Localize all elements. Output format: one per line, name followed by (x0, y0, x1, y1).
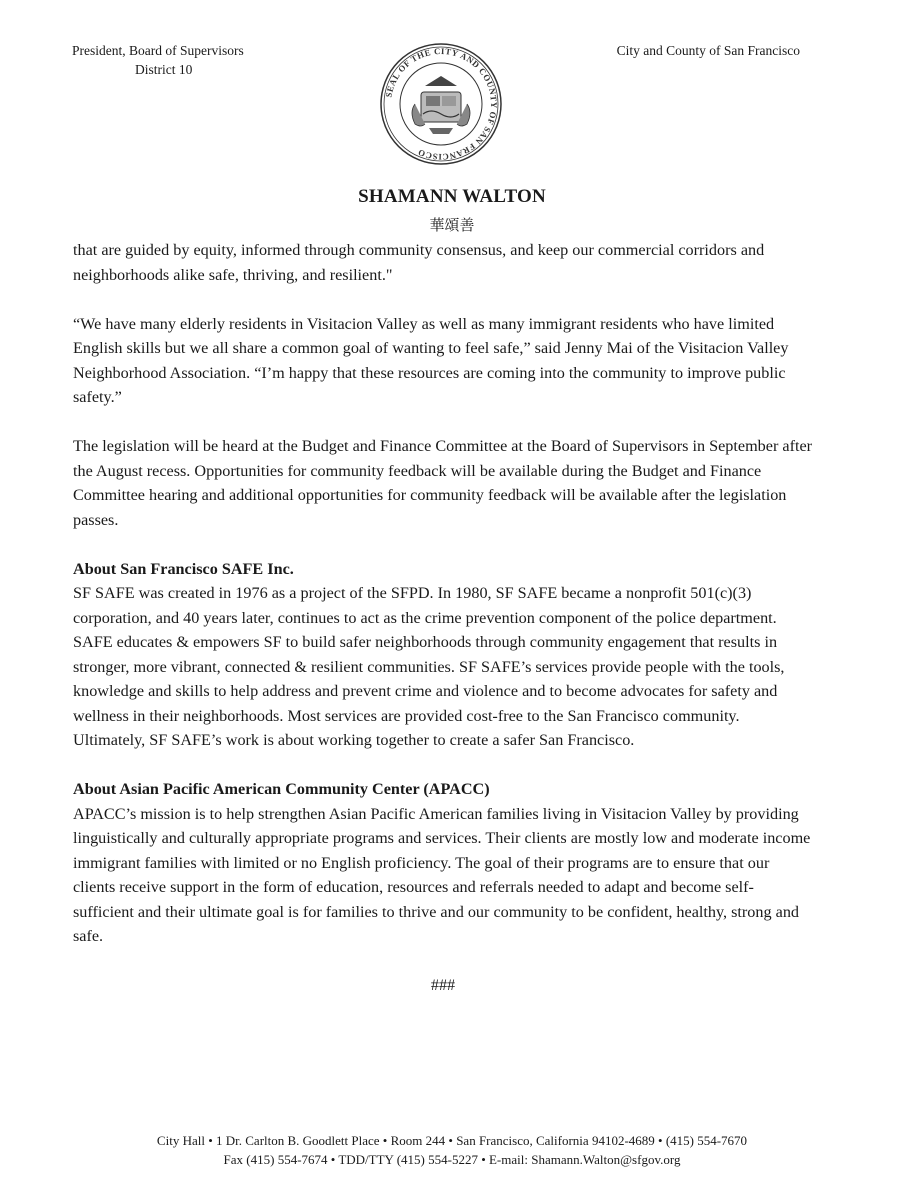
paragraph-1: that are guided by equity, informed through community consensus, and keep our commercial corridors and neighborhoods alike safe, thriving, and resilient." (73, 241, 765, 284)
header-left (72, 41, 244, 79)
header-right: City and County of San Francisco (616, 43, 800, 58)
section-text-apacc: APACC’s mission is to help strengthen Asian Pacific American families living in Visitacion Valley by providing linguistically and culturally appropriate programs and services. Their clients are mostly low and moderate income immigrant families with limited or no English proficiency. The goal of their programs are to ensure that our clients receive support in the form of education, resources and referrals needed to adapt and become self-sufficient and their ultimate goal is for families to thrive and our community to be confident, healthy, strong and safe. (73, 804, 811, 945)
title-line: President, Board of Supervisors (72, 43, 244, 58)
footer-address: City Hall • 1 Dr. Carlton B. Goodlett Place • Room 244 • San Francisco, California 94102-4689 • (415) 554-7670 (156, 1133, 748, 1148)
section-heading-safe: About San Francisco SAFE Inc. (73, 559, 294, 578)
paragraph-legislation: The legislation will be heard at the Budget and Finance Committee at the Board of Supervisors in September after the August recess. Opportunities for community feedback will be available during the Budget and Finance Committee hearing and additional opportunities for community feedback will be available after the legislation passes. (73, 437, 813, 529)
footer-contact: Fax (415) 554-7674 • TDD/TTY (415) 554-5227 • E-mail: Shamann.Walton@sfgov.org (223, 1152, 681, 1167)
letter-body (73, 238, 813, 998)
section-text-safe: SF SAFE was created in 1976 as a project of the SFPD. In 1980, SF SAFE became a nonprofit 501(c)(3) corporation, and 40 years later, continues to act as the crime prevention component of the police department. SAFE educates & empowers SF to build safer neighborhoods through community engagement that results in stronger, more vibrant, connected & resilient communities. SF SAFE’s services provide people with the tools, knowledge and skills to help address and prevent crime and violence and to become advocates for safety and wellness in their neighborhoods. Most services are provided cost-free to the San Francisco community. Ultimately, SF SAFE’s work is about working together to create a safer San Francisco. (73, 584, 785, 749)
district-line: District 10 (135, 62, 193, 77)
seal-text: SEAL OF THE CITY AND COUNTY OF SAN FRANCISCO (383, 45, 500, 163)
official-chinese-name: 華頌善 (429, 218, 475, 234)
footer (0, 1131, 904, 1169)
city-seal-icon (379, 42, 503, 166)
official-name: SHAMANN WALTON (358, 186, 546, 207)
paragraph-quote: “We have many elderly residents in Visitacion Valley as well as many immigrant residents who have limited English skills but we all share a common goal of wanting to feel safe,” said Jenny Mai of the Visitacion Valley Neighborhood Association. “I’m happy that these resources are coming into the community to improve public safety.” (73, 314, 789, 406)
end-mark: ### (430, 976, 456, 994)
section-heading-apacc: About Asian Pacific American Community Center (APACC) (73, 780, 490, 798)
